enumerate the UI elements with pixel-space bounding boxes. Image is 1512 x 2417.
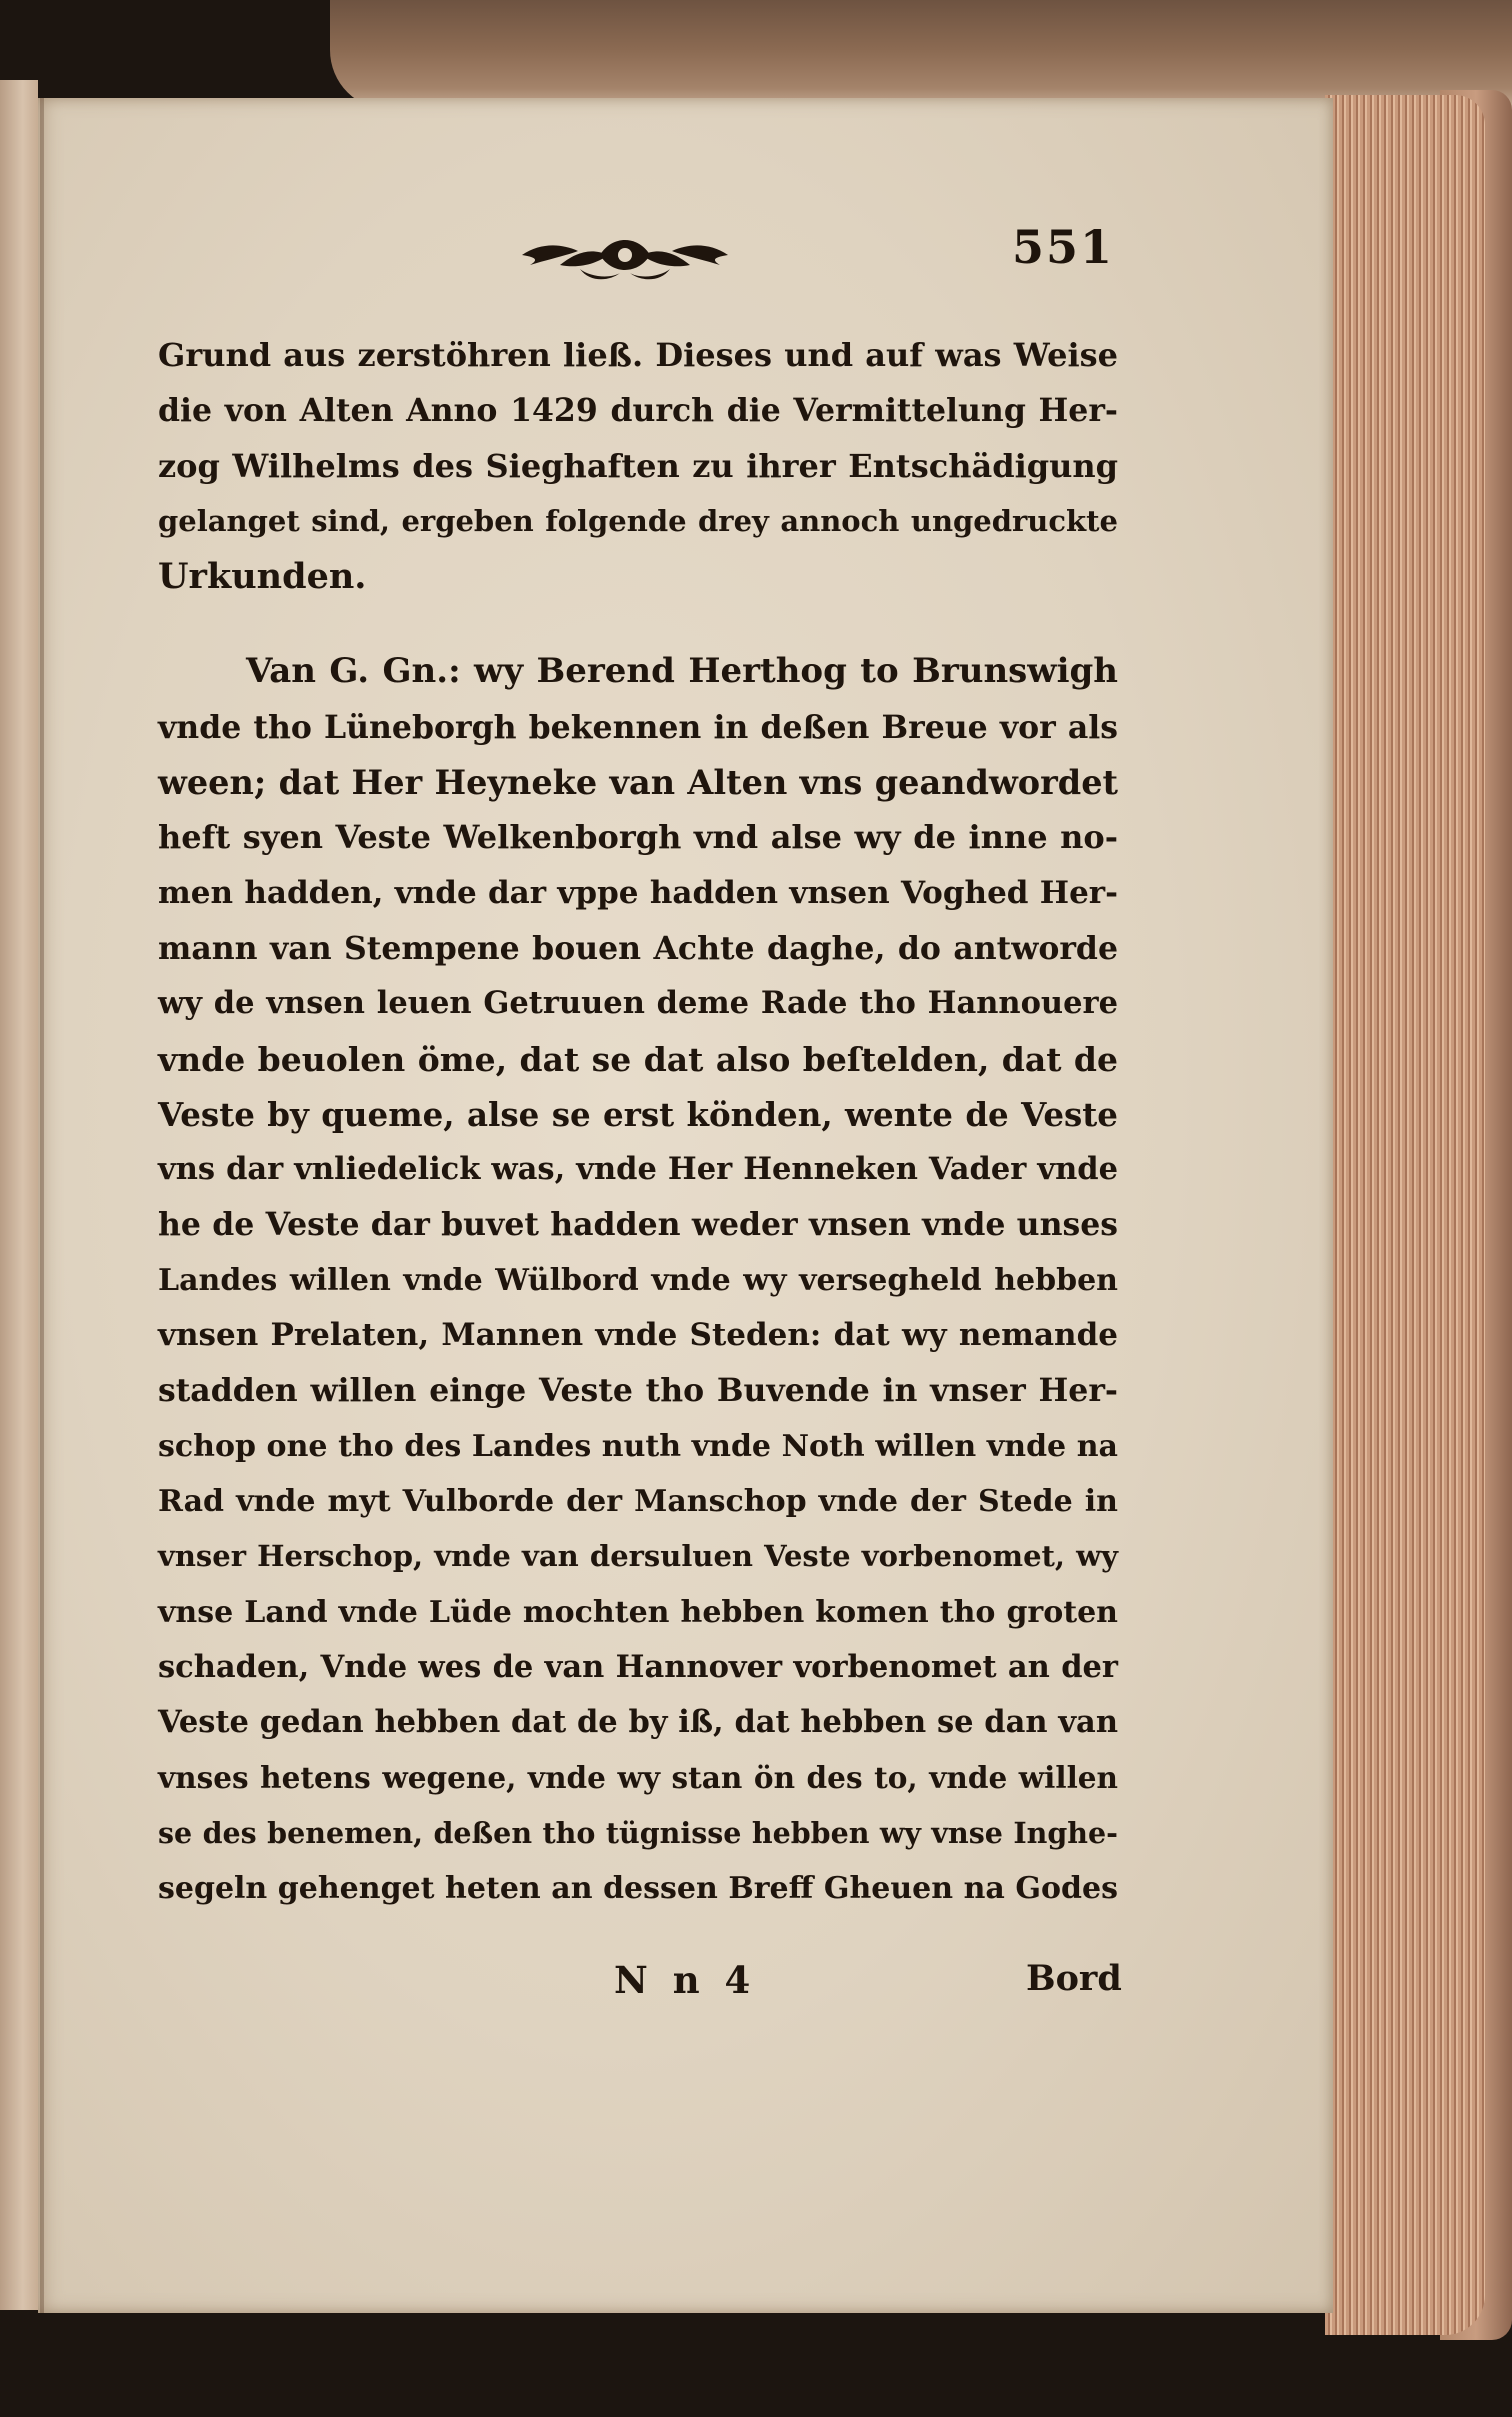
text-line: schaden, Vnde wes de van Hannover vorbenomet an der [158, 1648, 1118, 1685]
headpiece-ornament-icon [520, 225, 730, 285]
worn-binding [330, 0, 1512, 110]
catchword: Bord [1026, 1958, 1122, 1999]
text-line: vnde tho Lüneborgh bekennen in deßen Breue vor als [158, 708, 1118, 746]
text-line: vnsen Prelaten, Mannen vnde Steden: dat wy nemande [158, 1317, 1118, 1354]
text-line: gelanget sind, ergeben folgende drey annoch ungedruckte [158, 503, 1118, 538]
text-line: vns dar vnliedelick was, vnde Her Henneken Vader vnde [158, 1151, 1118, 1188]
paragraph-1 [158, 328, 1118, 604]
text-line: schop one tho des Landes nuth vnde Noth willen vnde na [158, 1428, 1118, 1464]
text-line: he de Veste dar buvet hadden weder vnsen vnde unses [158, 1206, 1118, 1244]
text-line: stadden willen einge Veste tho Buvende in vnser Her- [158, 1372, 1118, 1410]
text-line: Veste gedan hebben dat de by iß, dat hebben se dan van [158, 1704, 1118, 1741]
page-number: 551 [1012, 220, 1115, 274]
text-line: zog Wilhelms des Sieghaften zu ihrer Entschädigung [158, 446, 1118, 485]
text-line: wy de vnsen leuen Getruuen deme Rade tho Hannouere [158, 985, 1118, 1022]
paragraph-gap [158, 604, 1118, 644]
text-line: segeln gehenget heten an dessen Breff Gheuen na Godes [158, 1871, 1118, 1907]
text-line: vnser Herschop, vnde van dersuluen Veste vorbenomet, wy [158, 1539, 1118, 1574]
text-line: mann van Stempene bouen Achte daghe, do antworde [158, 929, 1118, 967]
text-line: vnse Land vnde Lüde mochten hebben komen tho groten [158, 1594, 1118, 1630]
text-line: ween; dat Her Heyneke van Alten vns geandwordet [158, 763, 1118, 803]
signature-mark: N n 4 [614, 1958, 757, 2002]
text-line: vnses hetens wegene, vnde wy stan ön des to, vnde willen [158, 1760, 1118, 1796]
text-line: Rad vnde myt Vulborde der Manschop vnde der Stede in [158, 1483, 1118, 1519]
text-line: die von Alten Anno 1429 durch die Vermittelung Her- [158, 392, 1118, 430]
text-line: men hadden, vnde dar vppe hadden vnsen Voghed Her- [158, 874, 1118, 911]
text-line: vnde beuolen öme, dat se dat also beſtelden, dat de [158, 1039, 1118, 1079]
facing-page-edge [0, 80, 38, 2310]
gutter-shadow [40, 98, 44, 2313]
text-line: Urkunden. [158, 556, 367, 598]
text-line: Grund aus zerstöhren ließ. Dieses und auf was Weise [158, 336, 1118, 374]
text-line: Landes willen vnde Wülbord vnde wy versegheld hebben [158, 1262, 1118, 1298]
text-line: Veste by queme, alse se erst könden, wente de Veste [158, 1094, 1118, 1134]
text-line: Van G. Gn.: wy Berend Herthog to Brunswigh [246, 651, 1118, 692]
text-line: se des benemen, deßen tho tügnisse hebben wy vnse Inghe- [158, 1815, 1118, 1850]
body-text [158, 328, 1118, 1916]
page-fore-edge [1325, 95, 1485, 2335]
paragraph-2 [158, 644, 1118, 1916]
text-line: heft syen Veste Welkenborgh vnd alse wy de inne no- [158, 818, 1118, 857]
